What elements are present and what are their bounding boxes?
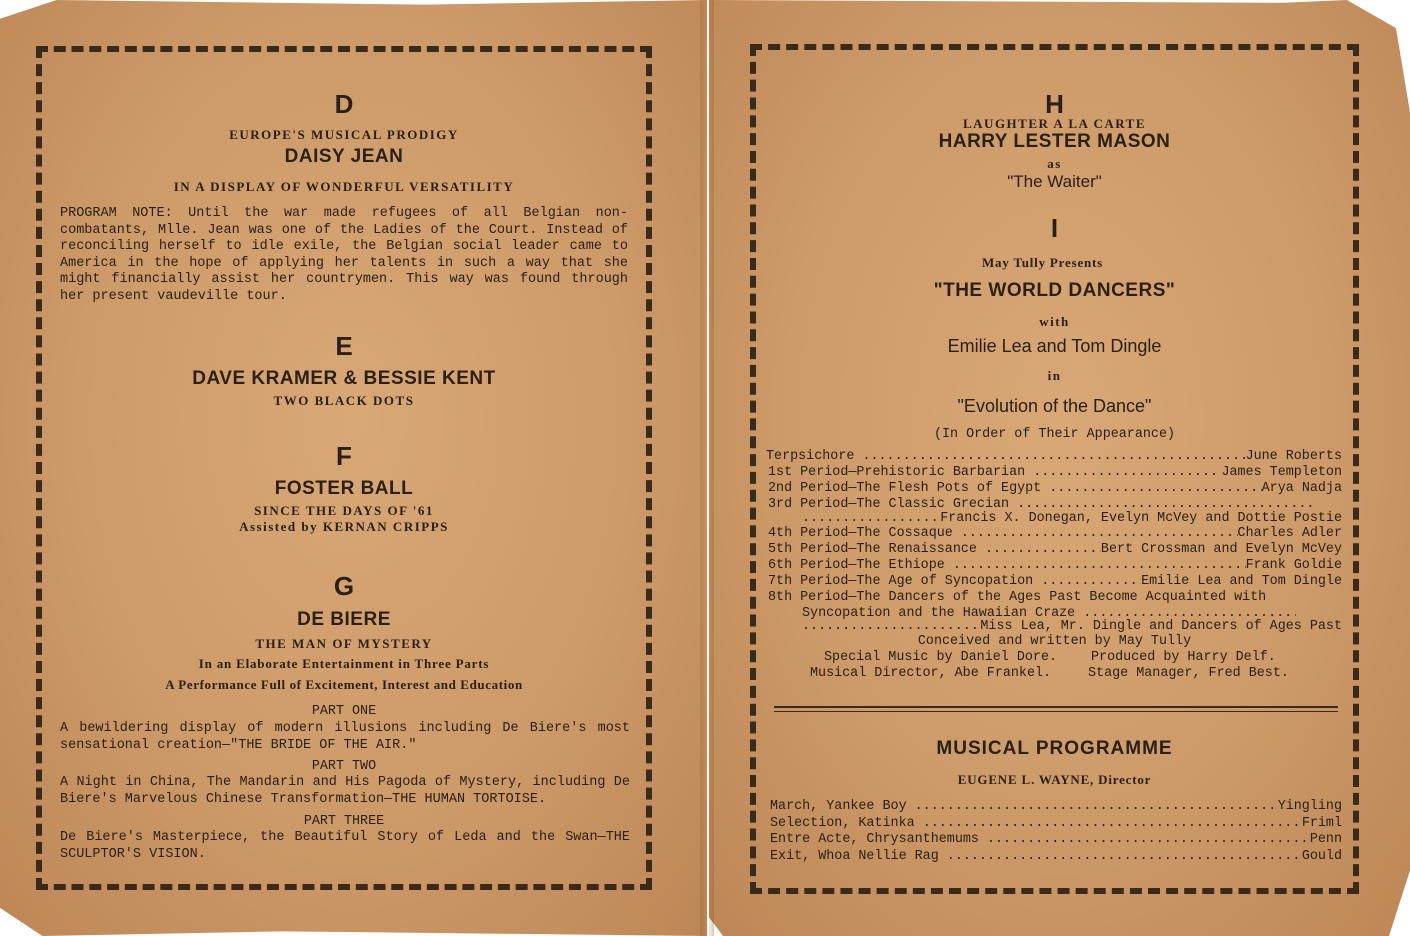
- part-three-text: De Biere's Masterpiece, the Beautiful Story of Leda and the Swan—THE SCULPTOR'S VISION.: [60, 830, 630, 862]
- act-i-with: with: [1039, 314, 1070, 329]
- act-e-subtitle: TWO BLACK DOTS: [273, 393, 415, 408]
- act-letter-d: D: [334, 89, 354, 119]
- act-g-name: DE BIERE: [297, 609, 391, 630]
- cast-row-eighth-cont: Syncopation and the Hawaiian Craze .....: [802, 606, 1296, 621]
- act-i-in: in: [1047, 368, 1062, 383]
- cast-row: ..... Francis X. Donegan, Evelyn McVey and Dottie Postie: [802, 511, 1342, 526]
- act-f-subtitle: SINCE THE DAYS OF '61: [254, 503, 434, 518]
- part-three-title: PART THREE: [303, 814, 385, 829]
- act-i-order: (In Order of Their Appearance): [933, 427, 1176, 442]
- act-g-line1: In an Elaborate Entertainment in Three Parts: [198, 656, 490, 671]
- act-h-kicker: LAUGHTER A LA CARTE: [963, 116, 1146, 131]
- cast-row: 4th Period—The Cossaque ..... Charles Adler: [768, 526, 1342, 541]
- act-letter-f: F: [336, 441, 352, 471]
- cast-row-eighth: 8th Period—The Dancers of the Ages Past Become Acquainted with: [768, 590, 1267, 605]
- left-program-panel: [36, 46, 652, 890]
- cast-row: 3rd Period—The Classic Grecian .....: [768, 497, 1312, 512]
- act-i-title: "THE WORLD DANCERS": [933, 280, 1176, 301]
- center-fold: [700, 0, 714, 936]
- cast-row: 6th Period—The Ethiope ..... Frank Goldie: [768, 558, 1342, 573]
- act-h-as: as: [1047, 156, 1062, 171]
- act-e-name: DAVE KRAMER & BESSIE KENT: [192, 368, 496, 389]
- part-one-title: PART ONE: [311, 704, 377, 719]
- programme-item: Entre Acte, Chrysanthemums ..... Penn: [770, 832, 1342, 847]
- programme-item: March, Yankee Boy ..... Yingling: [770, 799, 1342, 814]
- act-h-role: "The Waiter": [1007, 172, 1102, 191]
- part-one-text: A bewildering display of modern illusions including De Biere's most sensational creation—"THE BRIDE OF THE AIR.": [60, 721, 630, 753]
- part-two-title: PART TWO: [311, 759, 377, 774]
- act-g-subtitle: THE MAN OF MYSTERY: [255, 636, 433, 651]
- act-i-show: "Evolution of the Dance": [957, 396, 1152, 416]
- programme-director: EUGENE L. WAYNE, Director: [957, 772, 1152, 787]
- part-two-text: A Night in China, The Mandarin and His Pagoda of Mystery, including De Biere's Marvelous Chinese Transformation—THE HUMAN TORTOISE.: [60, 775, 630, 807]
- act-d-subtitle: IN A DISPLAY OF WONDERFUL VERSATILITY: [173, 179, 515, 194]
- divider-rule: [774, 706, 1338, 708]
- act-i-stars: Emilie Lea and Tom Dingle: [947, 336, 1162, 356]
- act-letter-h: H: [1045, 89, 1064, 119]
- act-i-presents: May Tully Presents: [981, 255, 1104, 270]
- programme-title: MUSICAL PROGRAMME: [936, 738, 1173, 759]
- programme-item: Exit, Whoa Nellie Rag ..... Gould: [770, 849, 1342, 864]
- divider-rule: [774, 711, 1338, 712]
- credit-director: Musical Director, Abe Frankel.: [810, 666, 1052, 681]
- cast-row: 2nd Period—The Flesh Pots of Egypt ..... Arya Nadja: [768, 481, 1342, 496]
- cast-row: Terpsichore ..... June Roberts: [766, 449, 1342, 464]
- act-f-assist: Assisted by KERNAN CRIPPS: [239, 519, 449, 534]
- act-d-kicker: EUROPE'S MUSICAL PRODIGY: [229, 127, 459, 142]
- act-g-line2: A Performance Full of Excitement, Interest and Education: [165, 677, 523, 692]
- act-h-name: HARRY LESTER MASON: [938, 131, 1171, 152]
- credit-music: Special Music by Daniel Dore.: [824, 650, 1058, 665]
- cast-row-eighth-actor: ..... Miss Lea, Mr. Dingle and Dancers of Ages Past: [802, 619, 1342, 634]
- cast-row: 1st Period—Prehistoric Barbarian ..... James Templeton: [768, 465, 1342, 480]
- programme-item: Selection, Katinka ..... Friml: [770, 816, 1342, 831]
- act-d-name: DAISY JEAN: [284, 146, 404, 167]
- credit-conceived: Conceived and written by May Tully: [917, 634, 1192, 649]
- credit-produced: Produced by Harry Delf.: [1091, 650, 1276, 665]
- right-program-panel: [750, 44, 1359, 894]
- cast-row: 7th Period—The Age of Syncopation ..... Emilie Lea and Tom Dingle: [768, 574, 1342, 589]
- credit-stage: Stage Manager, Fred Best.: [1088, 666, 1289, 681]
- act-letter-i: I: [1050, 213, 1059, 243]
- cast-row: 5th Period—The Renaissance ..... Bert Crossman and Evelyn McVey: [768, 542, 1342, 557]
- act-letter-e: E: [335, 331, 353, 361]
- act-letter-g: G: [333, 571, 355, 601]
- act-f-name: FOSTER BALL: [274, 478, 414, 499]
- program-note: PROGRAM NOTE: Until the war made refugees of all Belgian non-combatants, Mlle. Jean was one of the Ladies of the Court. Instead of reconciling herself to idle exile, the Belgian social leader came to America in the hope of applying her talents in such a way that she might financially assist her countrymen. This way was found through her present vaudeville tour.: [60, 206, 628, 304]
